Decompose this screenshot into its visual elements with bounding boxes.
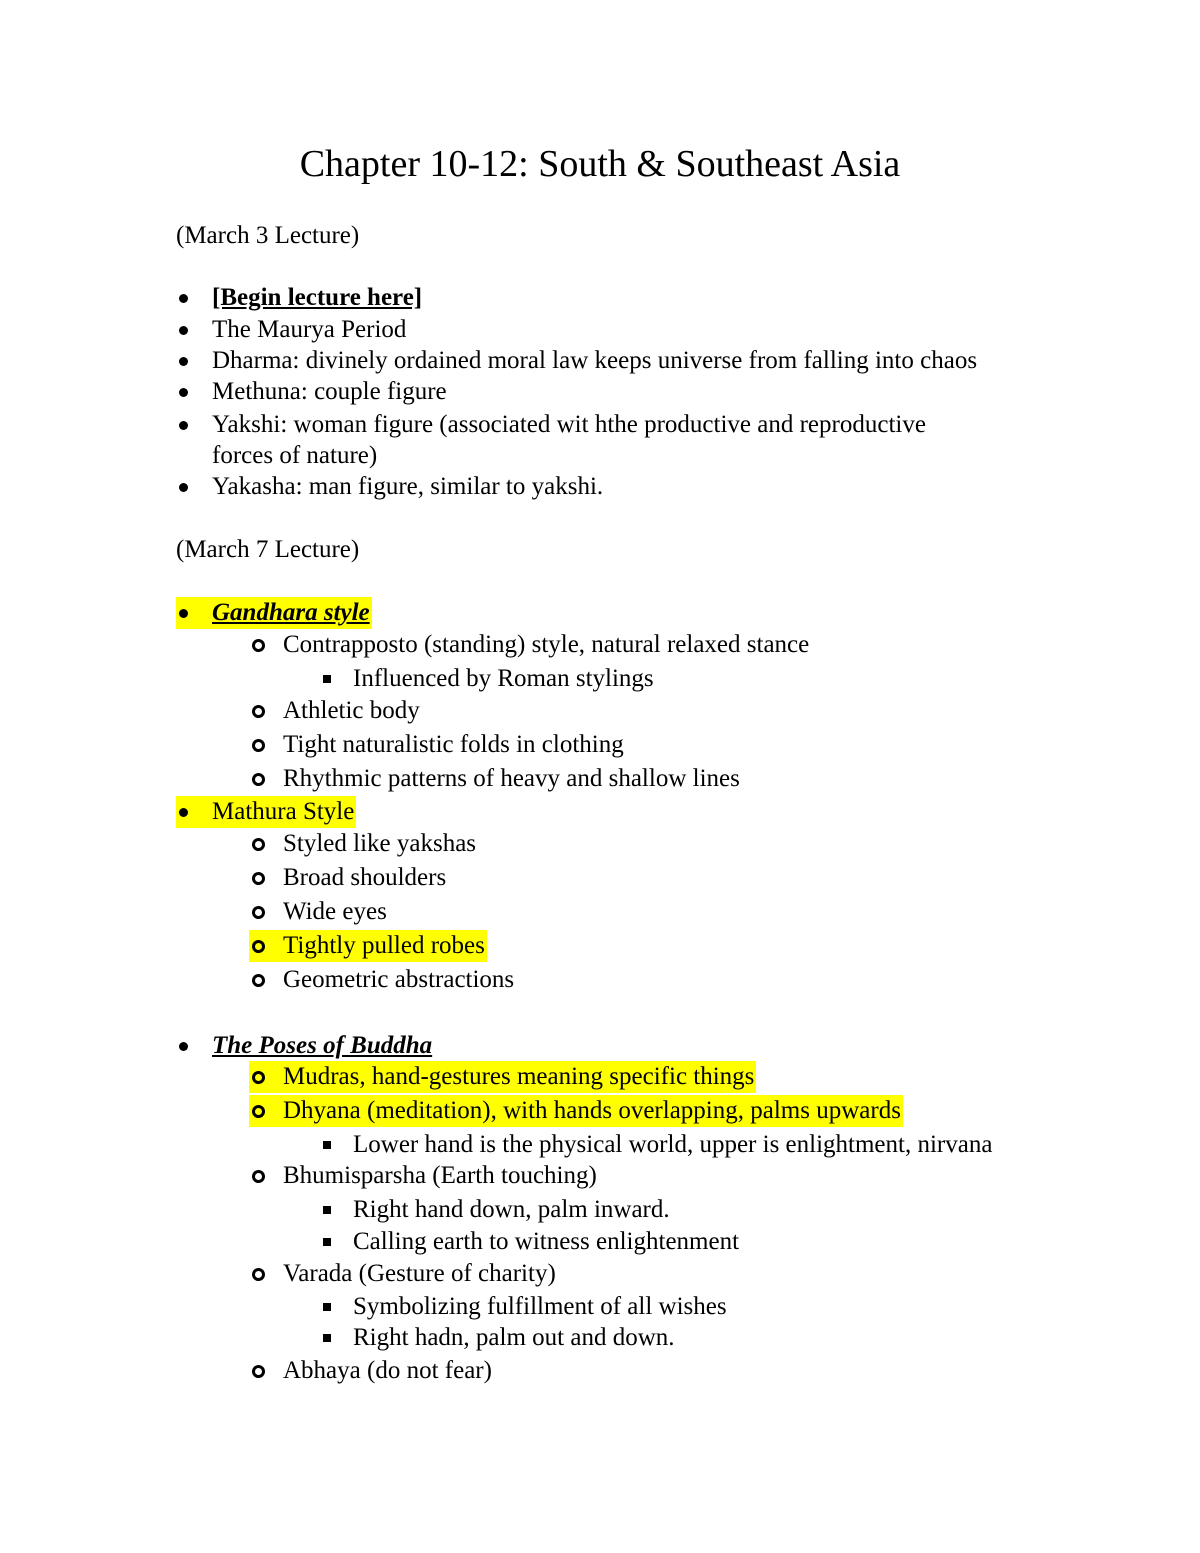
list-item [249, 729, 626, 761]
hollow-circle-bullet-icon [252, 1365, 265, 1378]
list-item [176, 282, 424, 314]
hollow-circle-bullet-icon [252, 1071, 265, 1084]
list-item-text: Right hadn, palm out and down. [353, 1324, 675, 1351]
square-bullet-icon [323, 1206, 331, 1214]
list-item [320, 663, 656, 695]
list-item-text: Tightly pulled robes [283, 932, 485, 959]
list-item [176, 409, 928, 441]
bullet-icon [179, 421, 188, 430]
hollow-circle-bullet-icon [252, 1268, 265, 1281]
list-item-text: Styled like yakshas [283, 830, 477, 857]
list-item [176, 345, 979, 377]
list-item-text: Yakasha: man figure, similar to yakshi. [212, 473, 604, 500]
list-item-text: Athletic body [283, 697, 420, 724]
list-item [249, 896, 389, 928]
list-item-text: Yakshi: woman figure (associated wit hthe productive and reproductive [212, 411, 926, 438]
list-item-text: Symbolizing fulfillment of all wishes [353, 1293, 727, 1320]
hollow-circle-bullet-icon [252, 639, 265, 652]
hollow-circle-bullet-icon [252, 974, 265, 987]
list-item-text: Lower hand is the physical world, upper is enlightment, nirvana [353, 1131, 993, 1158]
hollow-circle-bullet-icon [252, 872, 265, 885]
list-item [249, 1258, 558, 1290]
hollow-circle-bullet-icon [252, 906, 265, 919]
list-item-text: Rhythmic patterns of heavy and shallow lines [283, 765, 740, 792]
list-item-continuation: forces of nature) [212, 442, 378, 469]
list-item [176, 1030, 434, 1062]
list-item-text: [Begin lecture here] [212, 284, 423, 311]
bullet-icon [179, 808, 188, 817]
list-item-text: Dharma: divinely ordained moral law keeps universe from falling into chaos [212, 347, 978, 374]
list-item [320, 1291, 729, 1323]
lecture-heading: (March 3 Lecture) [176, 222, 360, 249]
list-item [249, 1355, 494, 1387]
list-item-text: Bhumisparsha (Earth touching) [283, 1162, 597, 1189]
list-item [249, 1095, 903, 1127]
hollow-circle-bullet-icon [252, 739, 265, 752]
list-item-text: Gandhara style [212, 599, 370, 626]
list-item-text: The Poses of Buddha [212, 1032, 433, 1059]
list-item-text: Mathura Style [212, 798, 355, 825]
lecture-heading: (March 7 Lecture) [176, 536, 360, 563]
hollow-circle-bullet-icon [252, 940, 265, 953]
list-item-text: Tight naturalistic folds in clothing [283, 731, 624, 758]
bullet-icon [179, 326, 188, 335]
bullet-icon [179, 1042, 188, 1051]
list-item [176, 471, 605, 503]
square-bullet-icon [323, 1303, 331, 1311]
list-item [176, 597, 372, 629]
square-bullet-icon [323, 1238, 331, 1246]
list-item [249, 629, 811, 661]
bullet-icon [179, 609, 188, 618]
list-item-text: Wide eyes [283, 898, 387, 925]
square-bullet-icon [323, 675, 331, 683]
hollow-circle-bullet-icon [252, 838, 265, 851]
list-item-text: Influenced by Roman stylings [353, 665, 654, 692]
list-item-text: Geometric abstractions [283, 966, 515, 993]
list-item [249, 1061, 756, 1093]
list-item [249, 862, 448, 894]
square-bullet-icon [323, 1334, 331, 1342]
list-item-text: Dhyana (meditation), with hands overlapping, palms upwards [283, 1097, 901, 1124]
list-item [176, 376, 449, 408]
list-item-text: Contrapposto (standing) style, natural relaxed stance [283, 631, 810, 658]
list-item-text: Abhaya (do not fear) [283, 1357, 492, 1384]
bullet-icon [179, 483, 188, 492]
hollow-circle-bullet-icon [252, 1170, 265, 1183]
hollow-circle-bullet-icon [252, 705, 265, 718]
list-item [176, 796, 356, 828]
list-item [249, 930, 487, 962]
list-item [320, 1194, 672, 1226]
document-title: Chapter 10-12: South & Southeast Asia [299, 143, 901, 185]
square-bullet-icon [323, 1141, 331, 1149]
list-item [249, 763, 742, 795]
list-item [249, 964, 516, 996]
list-item-text: Varada (Gesture of charity) [283, 1260, 556, 1287]
list-item [249, 828, 478, 860]
list-item-text: Broad shoulders [283, 864, 447, 891]
list-item [320, 1322, 677, 1354]
list-item [176, 314, 408, 346]
list-item-text: Methuna: couple figure [212, 378, 447, 405]
hollow-circle-bullet-icon [252, 1105, 265, 1118]
bullet-icon [179, 357, 188, 366]
list-item-text: The Maurya Period [212, 316, 407, 343]
list-item-text: Mudras, hand-gestures meaning specific things [283, 1063, 755, 1090]
list-item [249, 1160, 599, 1192]
list-item [249, 695, 422, 727]
bullet-icon [179, 388, 188, 397]
list-item-text: Calling earth to witness enlightenment [353, 1228, 740, 1255]
list-item-text: Right hand down, palm inward. [353, 1196, 670, 1223]
hollow-circle-bullet-icon [252, 773, 265, 786]
bullet-icon [179, 294, 188, 303]
list-item [320, 1226, 741, 1258]
list-item [320, 1129, 994, 1161]
